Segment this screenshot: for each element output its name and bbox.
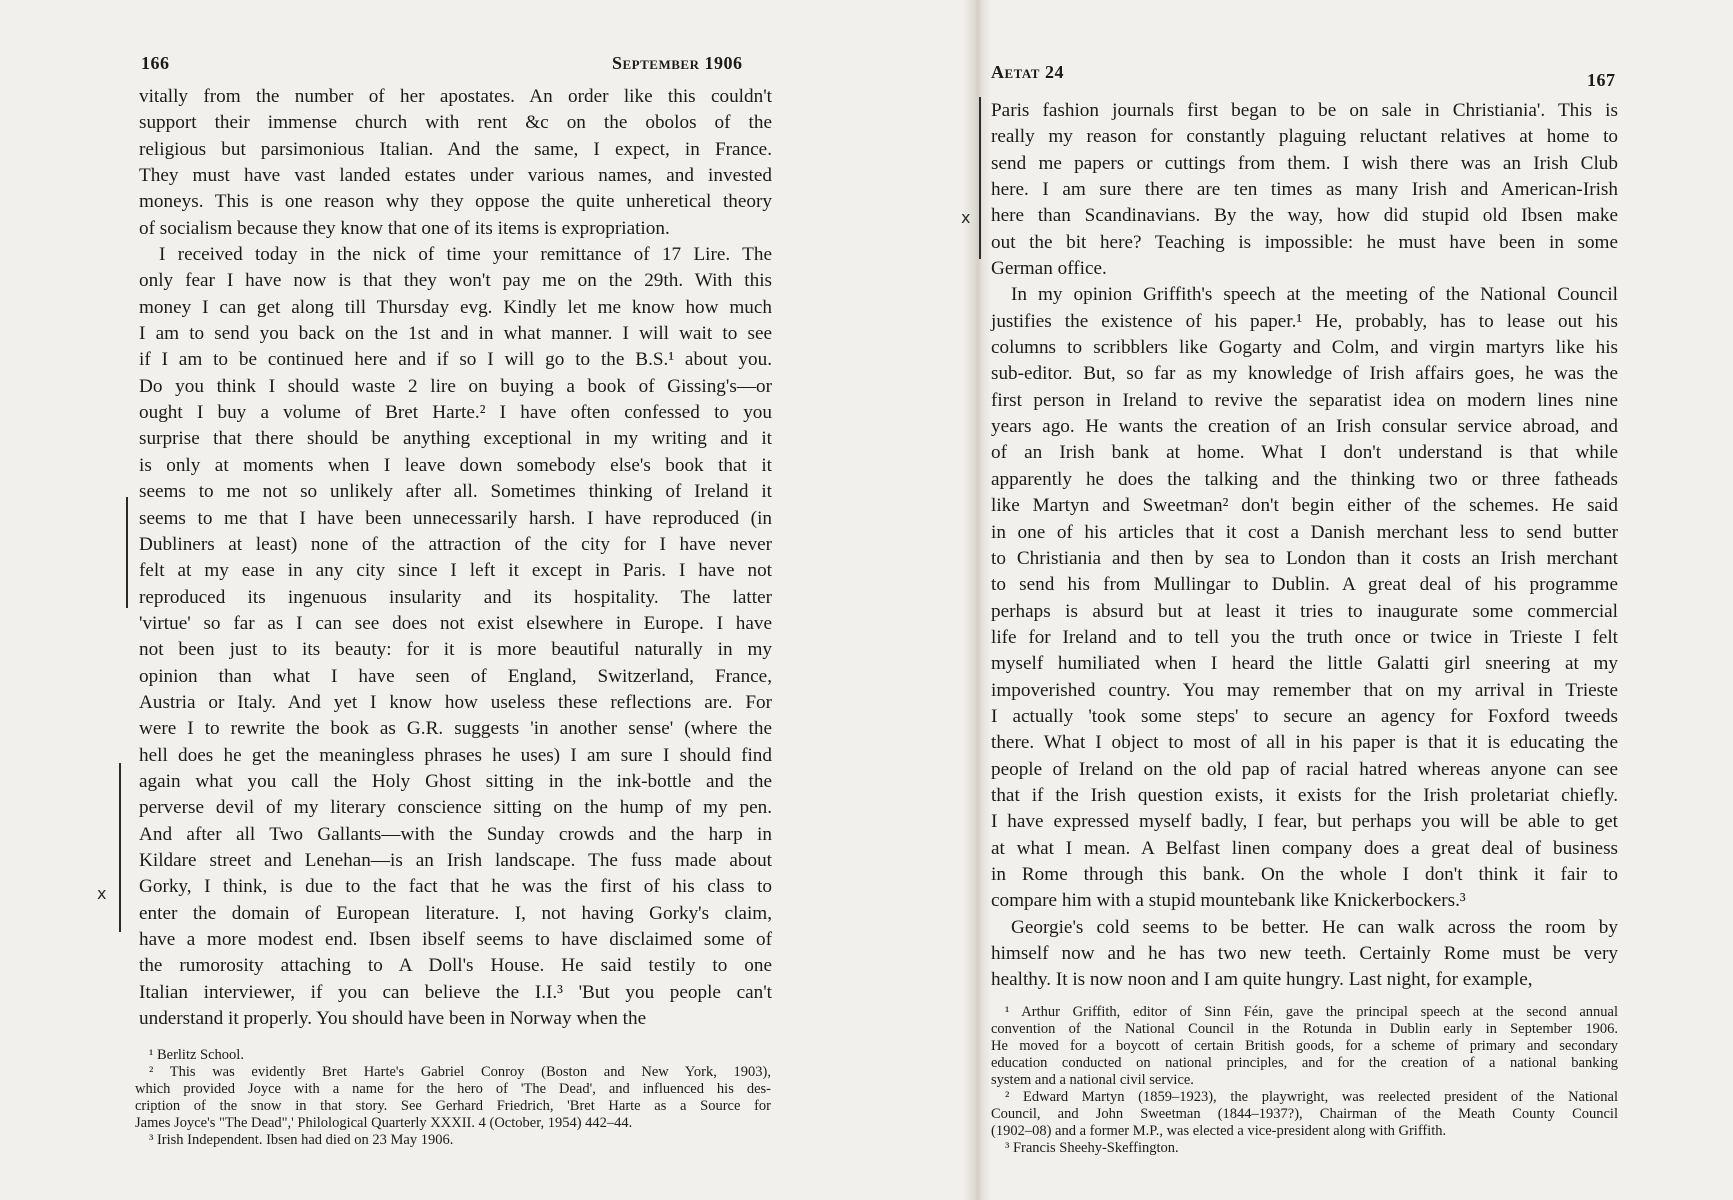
footnote-line: Council, and John Sweetman (1844–1937?), Chairman of the Meath County Council [991,1106,1618,1122]
left-margin-mark: x [97,884,107,903]
text-line: In my opinion Griffith's speech at the meeting of the National Council [1011,284,1618,306]
footnote-line: which provided Joyce with a name for the hero of 'The Dead', and influenced his des- [135,1081,771,1097]
right-running-head: Aetat 24 [991,62,1064,82]
text-line: impoverished country. You may remember that on my arrival in Trieste [991,679,1618,701]
text-line: in one of his articles that it cost a Danish merchant less to send butter [991,521,1618,543]
text-line: here than Scandinavians. By the way, how did stupid old Ibsen make [991,205,1618,227]
text-line: They must have vast landed estates under various names, and invested [139,165,772,187]
right-page-number: 167 [1587,70,1616,90]
text-line: only fear I have now is that they won't pay me on the 29th. With this [139,270,772,292]
text-line: support their immense church with rent &c on the obolos of the [139,112,772,134]
text-line: And after all Two Gallants—with the Sunday crowds and the harp in [139,823,772,845]
footnote-line: ¹ Berlitz School. [149,1047,244,1063]
left-margin-bar-lower [119,763,121,932]
text-line: moneys. This is one reason why they oppose the quite unheretical theory [139,191,772,213]
text-line: perverse devil of my literary conscience sitting on the hump of my pen. [139,797,772,819]
text-line: understand it properly. You should have been in Norway when the [139,1008,647,1030]
footnote-line: ² This was evidently Bret Harte's Gabriel Conroy (Boston and New York, 1903), [149,1064,771,1080]
book-gutter [963,0,991,1200]
text-line: in Rome through this bank. On the whole I don't think it fair to [991,863,1618,885]
text-line: money I can get along till Thursday evg. Kindly let me know how much [139,296,772,318]
text-line: of an Irish bank at home. What I don't understand is that while [991,442,1618,464]
text-line: have a more modest end. Ibsen ibself seems to have disclaimed some of [139,929,772,950]
text-line: Paris fashion journals first began to be on sale in Christiania'. This is [991,100,1618,121]
text-line: justifies the existence of his paper.¹ He, probably, has to lease out his [991,310,1618,332]
text-line: I have expressed myself badly, I fear, but perhaps you will be able to get [991,811,1618,833]
left-page-number: 166 [141,53,170,73]
text-line: apparently he does the talking and the thinking two or three fatheads [991,468,1618,490]
text-line: again what you call the Holy Ghost sitting in the ink-bottle and the [139,770,772,792]
text-line: I received today in the nick of time your remittance of 17 Lire. The [159,244,772,266]
text-line: compare him with a stupid mountebank like Knickerbockers.³ [991,890,1466,912]
footnote-line: (1902–08) and a former M.P., was elected a vice-president along with Griffith. [991,1123,1447,1139]
text-line: Dubliners at least) none of the attraction of the city for I have never [139,533,772,555]
footnote-line: system and a national civil service. [991,1072,1194,1088]
text-line: Austria or Italy. And yet I know how useless these reflections are. For [139,691,772,713]
footnote-line: James Joyce's "The Dead",' Philological Quarterly XXXII. 4 (October, 1954) 442–44. [135,1115,633,1131]
text-line: religious but parsimonious Italian. And the same, I expect, in France. [139,138,772,160]
text-line: were I to rewrite the book as G.R. suggests 'in another sense' (where the [139,718,772,740]
footnote-line: cription of the snow in that story. See Gerhard Friedrich, 'Bret Harte as a Source for [135,1098,771,1114]
footnote-line: He moved for a boycott of certain British goods, for a scheme of primary and secondary [991,1038,1618,1054]
text-line: seems to me that I have been unnecessarily harsh. I have reproduced (in [139,507,772,529]
right-margin-bar [979,97,981,259]
right-page [961,0,1733,1200]
text-line: people of Ireland on the old pap of racial hatred whereas anyone can see [991,758,1618,780]
text-line: Gorky, I think, is due to the fact that he was the first of his class to [139,876,772,898]
text-line: I am to send you back on the 1st and in what manner. I will wait to see [139,323,772,345]
left-body-text [139,84,772,1032]
right-body-text [991,98,1618,994]
footnote-line: ³ Francis Sheehy-Skeffington. [1005,1140,1179,1156]
text-line: that if the Irish question exists, it exists for the Irish proletariat chiefly. [991,784,1618,806]
text-line: Georgie's cold seems to be better. He can walk across the room by [1011,916,1618,938]
text-line: ought I buy a volume of Bret Harte.² I have often confessed to you [139,402,772,424]
text-line: is only at moments when I leave down somebody else's book that it [139,454,772,476]
text-line: years ago. He wants the creation of an Irish consular service abroad, and [991,416,1618,438]
text-line: send me papers or cuttings from them. I wish there was an Irish Club [991,152,1618,174]
left-running-head: September 1906 [612,53,743,73]
text-line: like Martyn and Sweetman² don't begin either of the schemes. He said [991,495,1618,517]
text-line: first person in Ireland to revive the separatist idea on modern lines nine [991,389,1618,411]
text-line: not been just to its beauty: for it is more beautiful naturally in my [139,639,772,661]
text-line: Do you think I should waste 2 lire on buying a book of Gissing's—or [139,375,772,397]
text-line: here. I am sure there are ten times as many Irish and American-Irish [991,179,1618,201]
text-line: seems to me not so unlikely after all. Sometimes thinking of Ireland it [139,481,772,503]
footnote-line: convention of the National Council in the Rotunda in Dublin early in September 1906. [991,1021,1618,1037]
left-footnotes [135,1047,771,1149]
text-line: of socialism because they know that one of its items is expropriation. [139,217,670,239]
text-line: opinion than what I have seen of England, Switzerland, France, [139,665,772,687]
text-line: surprise that there should be anything exceptional in my writing and it [139,428,772,450]
text-line: felt at my ease in any city since I left it except in Paris. I have not [139,560,772,582]
text-line: really my reason for constantly plaguing reluctant relatives at home to [991,126,1618,148]
text-line: vitally from the number of her apostates. An order like this couldn't [139,86,772,107]
text-line: hell does he get the meaningless phrases he uses) I am sure I should find [139,744,772,766]
text-line: reproduced its ingenuous insularity and its hospitality. The latter [139,586,772,608]
text-line: 'virtue' so far as I can see does not exist elsewhere in Europe. I have [139,612,772,634]
text-line: at what I mean. A Belfast linen company does a great deal of business [991,837,1618,859]
text-line: I actually 'took some steps' to secure an agency for Foxford tweeds [991,705,1618,727]
text-line: myself humiliated when I heard the little Galatti girl sneering at my [991,653,1618,675]
text-line: there. What I object to most of all in his paper is that it is educating the [991,732,1618,754]
right-footnotes [991,1004,1618,1157]
text-line: German office. [991,258,1107,280]
text-line: the rumorosity attaching to A Doll's House. He said testily to one [139,955,772,977]
text-line: enter the domain of European literature. I, not having Gorky's claim, [139,902,772,924]
footnote-line: education conducted on national principles, and for the creation of a national banking [991,1055,1618,1071]
text-line: to send his from Mullingar to Dublin. A great deal of his programme [991,574,1618,596]
text-line: Kildare street and Lenehan—is an Irish landscape. The fuss made about [139,849,772,871]
text-line: perhaps is absurd but at least it tries to inaugurate some commercial [991,600,1618,622]
left-margin-bar-upper [126,497,128,608]
text-line: if I am to be continued here and if so I will go to the B.S.¹ about you. [139,349,772,371]
footnote-line: ¹ Arthur Griffith, editor of Sinn Féin, gave the principal speech at the second annual [1005,1004,1618,1020]
text-line: himself now and he has two new teeth. Certainly Rome must be very [991,943,1618,964]
text-line: healthy. It is now noon and I am quite hungry. Last night, for example, [991,969,1533,991]
footnote-line: ² Edward Martyn (1859–1923), the playwright, was reelected president of the National [1005,1089,1618,1105]
text-line: Italian interviewer, if you can believe the I.I.³ 'But you people can't [139,981,772,1003]
text-line: sub-editor. But, so far as my knowledge of Irish affairs goes, he was the [991,363,1618,385]
footnote-line: ³ Irish Independent. Ibsen had died on 23 May 1906. [149,1132,454,1148]
text-line: to Christiania and then by sea to London than it costs an Irish merchant [991,547,1618,569]
text-line: out the bit here? Teaching is impossible: he must have been in some [991,231,1618,253]
right-margin-mark: x [961,208,971,227]
text-line: life for Ireland and to tell you the truth once or twice in Trieste I felt [991,626,1618,648]
text-line: columns to scribblers like Gogarty and Colm, and virgin martyrs like his [991,337,1618,359]
